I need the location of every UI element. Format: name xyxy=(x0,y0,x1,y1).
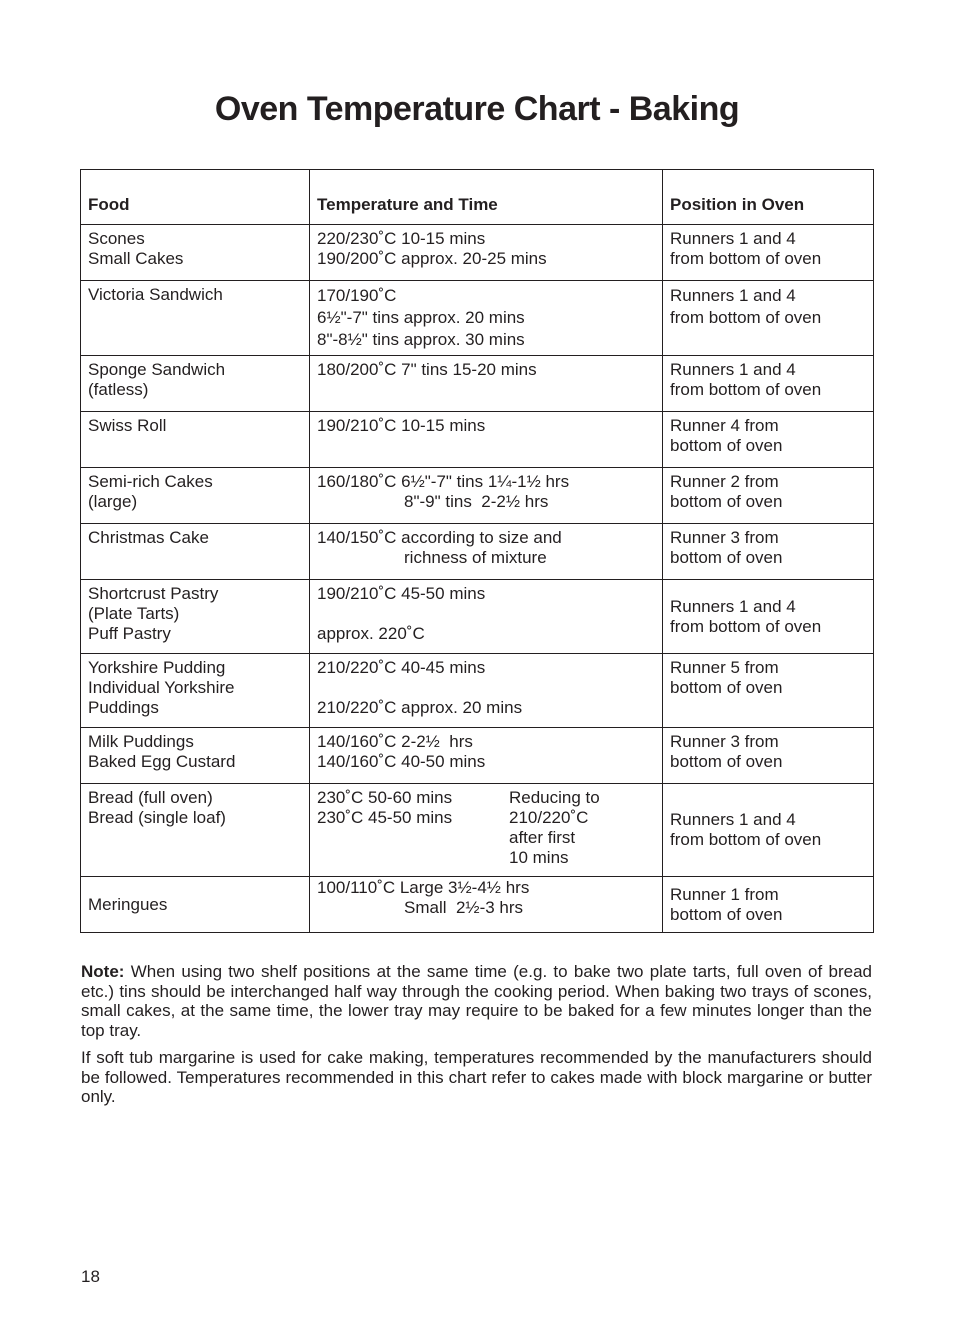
temp-line: 190/200˚C approx. 20-25 mins xyxy=(317,249,547,268)
temperature-cell xyxy=(310,728,663,784)
temp-line: approx. 220˚C xyxy=(317,624,425,643)
food-cell xyxy=(81,412,310,468)
table-row xyxy=(81,468,874,524)
temp-split xyxy=(317,788,655,868)
table-row xyxy=(81,524,874,580)
temperature-cell xyxy=(310,412,663,468)
temp-line: 6½"-7" tins approx. 20 mins xyxy=(317,308,525,327)
temp-line: 100/110˚C Large 3½-4½ hrs xyxy=(317,878,530,897)
food-cell xyxy=(81,281,310,356)
temp-line: 190/210˚C 10-15 mins xyxy=(317,416,486,435)
position-line: bottom of oven xyxy=(670,752,783,771)
temperature-cell xyxy=(310,524,663,580)
food-line: (fatless) xyxy=(88,380,149,399)
temp-line: 230˚C 45-50 mins xyxy=(317,808,453,827)
temp-line: 230˚C 50-60 mins xyxy=(317,788,453,807)
position-line: bottom of oven xyxy=(670,904,783,924)
margarine-note: If soft tub margarine is used for cake making, temperatures recommended by the manufacturers should be followed. Temperatures recommended in this chart refer to cakes made with block margarine or butter only. xyxy=(81,1048,872,1106)
header-temperature-time: Temperature and Time xyxy=(310,170,663,225)
temp-note-line: 10 mins xyxy=(509,848,569,867)
position-cell xyxy=(663,524,874,580)
position-line: Runners 1 and 4 xyxy=(670,229,796,248)
temp-line: 220/230˚C 10-15 mins xyxy=(317,229,486,248)
food-line: Semi-rich Cakes xyxy=(88,472,213,491)
food-cell xyxy=(81,524,310,580)
notes-section xyxy=(81,962,872,1115)
food-line: Shortcrust Pastry xyxy=(88,584,219,603)
position-line: Runner 2 from xyxy=(670,472,779,491)
temperature-cell xyxy=(310,654,663,728)
table-row xyxy=(81,654,874,728)
table-row xyxy=(81,356,874,412)
temp-spacer xyxy=(317,678,655,698)
temp-line: 140/150˚C according to size and xyxy=(317,528,562,547)
position-cell xyxy=(663,412,874,468)
table-row xyxy=(81,281,874,356)
food-line: Small Cakes xyxy=(88,249,184,268)
note-label: Note: xyxy=(81,962,125,981)
position-line: from bottom of oven xyxy=(670,249,822,268)
food-cell xyxy=(81,784,310,877)
table-row xyxy=(81,412,874,468)
table-row xyxy=(81,877,874,933)
temp-note-line: 210/220˚C xyxy=(509,808,589,827)
table-row xyxy=(81,784,874,877)
food-line: (large) xyxy=(88,492,138,511)
note-text: When using two shelf positions at the same time (e.g. to bake two plate tarts, full oven of bread etc.) tins should be interchanged half way through the cooking period. When baking two trays of scones, small cakes, at the same time, the lower tray may require to be baked for a few minutes longer than the top tray. xyxy=(81,962,872,1040)
temp-reduction-note xyxy=(509,788,600,868)
temp-line: 8"-9" tins 2-2½ hrs xyxy=(404,492,549,511)
temp-line: 140/160˚C 2-2½ hrs xyxy=(317,732,473,751)
page-title: Oven Temperature Chart - Baking xyxy=(214,90,740,128)
table-header-row xyxy=(81,170,874,225)
temperature-cell xyxy=(310,356,663,412)
position-line: Runners 1 and 4 xyxy=(670,596,796,616)
header-position: Position in Oven xyxy=(663,170,874,225)
food-line: Yorkshire Pudding xyxy=(88,658,226,677)
position-cell xyxy=(663,356,874,412)
temp-spacer xyxy=(317,604,655,624)
temp-line: 210/220˚C 40-45 mins xyxy=(317,658,486,677)
position-line: from bottom of oven xyxy=(670,616,822,636)
page-number: 18 xyxy=(81,1267,100,1286)
position-line: Runner 3 from xyxy=(670,528,779,547)
food-cell xyxy=(81,877,310,933)
temp-line: 8"-8½" tins approx. 30 mins xyxy=(317,330,525,349)
food-line: Puddings xyxy=(88,698,159,717)
temp-note-line: after first xyxy=(509,828,576,847)
position-cell xyxy=(663,877,874,933)
position-line: from bottom of oven xyxy=(670,830,822,849)
position-line: Runner 5 from xyxy=(670,658,779,677)
food-cell xyxy=(81,225,310,281)
temp-line: 180/200˚C 7" tins 15-20 mins xyxy=(317,360,537,379)
temp-line: 190/210˚C 45-50 mins xyxy=(317,584,486,603)
food-line: Swiss Roll xyxy=(88,416,167,435)
food-line: Individual Yorkshire xyxy=(88,678,235,697)
position-cell xyxy=(663,784,874,877)
food-line: Bread (single loaf) xyxy=(88,808,226,827)
food-line: Scones xyxy=(88,229,145,248)
temp-line: 170/190˚C xyxy=(317,286,397,305)
food-line: Milk Puddings xyxy=(88,732,194,751)
temperature-cell xyxy=(310,877,663,933)
table-row xyxy=(81,580,874,654)
temperature-cell xyxy=(310,281,663,356)
food-line: (Plate Tarts) xyxy=(88,604,180,623)
position-cell xyxy=(663,225,874,281)
food-cell xyxy=(81,580,310,654)
food-line: Baked Egg Custard xyxy=(88,752,236,771)
temperature-cell xyxy=(310,468,663,524)
temp-line: 160/180˚C 6½"-7" tins 1¼-1½ hrs xyxy=(317,472,570,491)
food-line: Sponge Sandwich xyxy=(88,360,226,379)
position-cell xyxy=(663,281,874,356)
position-line: from bottom of oven xyxy=(670,308,822,327)
position-line: Runner 4 from xyxy=(670,416,779,435)
temp-line: Small 2½-3 hrs xyxy=(404,898,524,917)
food-cell xyxy=(81,468,310,524)
position-line: Runners 1 and 4 xyxy=(670,286,796,305)
position-line: bottom of oven xyxy=(670,436,783,455)
position-cell xyxy=(663,728,874,784)
position-cell xyxy=(663,468,874,524)
temp-line: 210/220˚C approx. 20 mins xyxy=(317,698,523,717)
position-line: Runners 1 and 4 xyxy=(670,360,796,379)
position-cell xyxy=(663,580,874,654)
header-food: Food xyxy=(81,170,310,225)
food-line: Meringues xyxy=(88,894,168,914)
food-line: Puff Pastry xyxy=(88,624,171,643)
position-line: Runners 1 and 4 xyxy=(670,810,796,829)
table-row xyxy=(81,225,874,281)
shelf-note xyxy=(81,962,872,1040)
position-line: bottom of oven xyxy=(670,678,783,697)
temperature-cell xyxy=(310,225,663,281)
position-line: Runner 3 from xyxy=(670,732,779,751)
temperature-cell xyxy=(310,784,663,877)
oven-temperature-table xyxy=(80,169,874,933)
position-line: bottom of oven xyxy=(670,548,783,567)
temperature-cell xyxy=(310,580,663,654)
temp-times xyxy=(317,788,509,868)
food-line: Christmas Cake xyxy=(88,528,209,547)
position-line: Runner 1 from xyxy=(670,884,779,904)
position-line: from bottom of oven xyxy=(670,380,822,399)
food-cell xyxy=(81,654,310,728)
food-line: Bread (full oven) xyxy=(88,788,213,807)
food-line: Victoria Sandwich xyxy=(88,285,223,304)
food-cell xyxy=(81,356,310,412)
position-cell xyxy=(663,654,874,728)
temp-line: richness of mixture xyxy=(404,548,547,567)
temp-note-line: Reducing to xyxy=(509,788,600,807)
table-row xyxy=(81,728,874,784)
temp-line: 140/160˚C 40-50 mins xyxy=(317,752,486,771)
food-cell xyxy=(81,728,310,784)
position-line: bottom of oven xyxy=(670,492,783,511)
